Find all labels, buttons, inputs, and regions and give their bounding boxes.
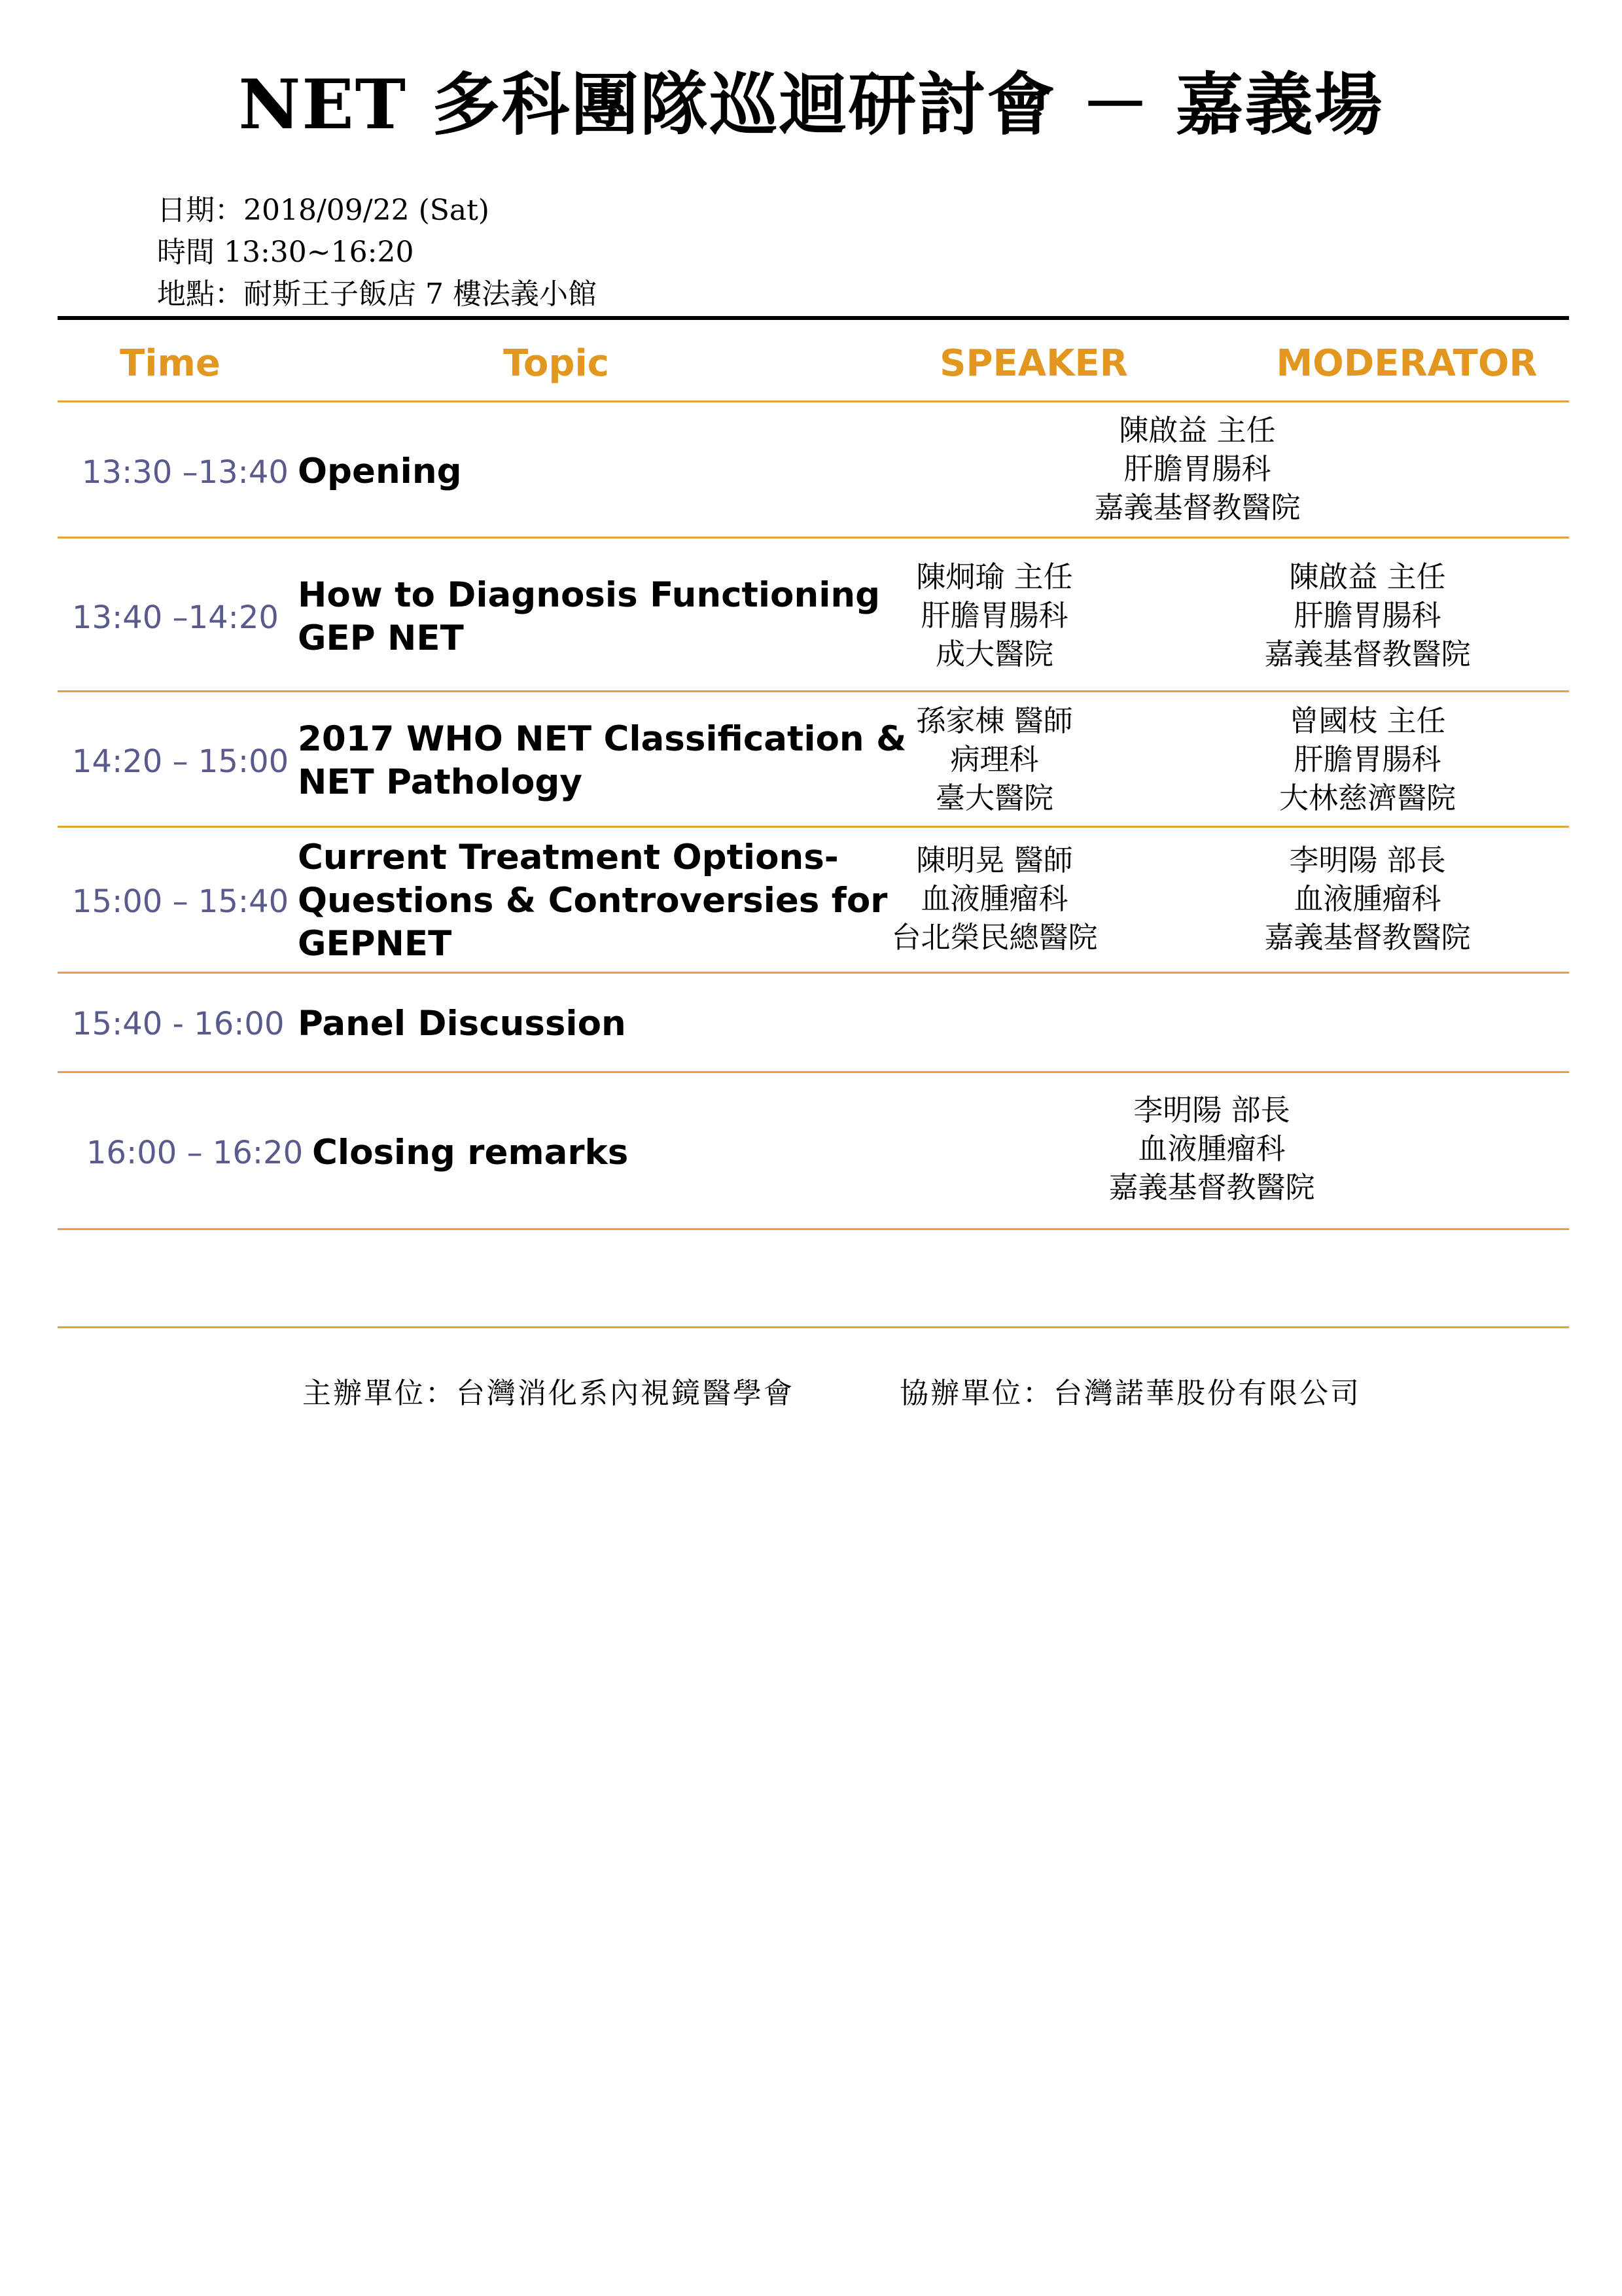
row-topic	[298, 574, 887, 660]
row-divider	[58, 972, 1569, 974]
topic-line: 2017 WHO NET Classification &	[298, 719, 907, 759]
event-date: 日期：2018/09/22 (Sat)	[157, 194, 489, 227]
speaker-department: 血液腫瘤科	[921, 881, 1068, 916]
row-topic	[298, 836, 887, 966]
row-topic	[298, 718, 907, 804]
topic-line: GEPNET	[298, 924, 452, 964]
moderator-hospital: 嘉義基督教醫院	[1264, 637, 1471, 671]
speaker-name: 陳明晃 醫師	[916, 843, 1073, 877]
moderator-department: 肝膽胃腸科	[1294, 598, 1441, 633]
speaker-hospital: 台北榮民總醫院	[891, 920, 1098, 955]
co-organizer: 協辦單位：台灣諾華股份有限公司	[900, 1377, 1361, 1410]
row-speaker	[824, 841, 1165, 957]
top-divider	[58, 316, 1569, 320]
row-topic	[312, 1131, 901, 1174]
speaker-hospital: 臺大醫院	[935, 781, 1053, 815]
row-time: 15:40 - 16:00	[72, 1006, 285, 1042]
moderator-name: 李明陽 部長	[1289, 843, 1446, 877]
row-divider	[58, 1071, 1569, 1073]
header-time: Time	[120, 342, 220, 385]
topic-line: GEP NET	[298, 618, 464, 658]
row-host	[1027, 411, 1367, 527]
page-title: NET 多科團隊巡迴研討會 － 嘉義場	[238, 64, 1384, 145]
topic-line: Current Treatment Options-	[298, 838, 839, 877]
speaker-name: 孫家棟 醫師	[916, 703, 1073, 738]
speaker-department: 肝膽胃腸科	[921, 598, 1068, 633]
row-divider	[58, 826, 1569, 828]
row-divider	[58, 690, 1569, 692]
row-moderator	[1197, 701, 1538, 817]
header-divider	[58, 400, 1569, 402]
topic-line: Closing remarks	[312, 1133, 629, 1173]
moderator-department: 血液腫瘤科	[1294, 881, 1441, 916]
header-speaker: SPEAKER	[940, 342, 1128, 385]
bottom-divider	[58, 1326, 1569, 1328]
moderator-name: 陳啟益 主任	[1289, 559, 1446, 594]
host-hospital: 嘉義基督教醫院	[1108, 1170, 1315, 1205]
topic-line: Opening	[298, 451, 462, 491]
row-time: 13:40 –14:20	[72, 599, 279, 636]
moderator-hospital: 嘉義基督教醫院	[1264, 920, 1471, 955]
row-time: 15:00 – 15:40	[72, 883, 289, 920]
organizer: 主辦單位：台灣消化系內視鏡醫學會	[302, 1377, 794, 1410]
moderator-department: 肝膽胃腸科	[1294, 742, 1441, 777]
row-divider	[58, 1228, 1569, 1230]
row-time: 16:00 – 16:20	[86, 1135, 304, 1171]
host-department: 血液腫瘤科	[1138, 1131, 1286, 1166]
row-topic	[298, 1002, 887, 1046]
topic-line: How to Diagnosis Functioning	[298, 575, 881, 615]
event-time: 時間 13:30~16:20	[157, 236, 414, 269]
topic-line: NET Pathology	[298, 762, 582, 802]
row-divider	[58, 537, 1569, 539]
host-name: 李明陽 部長	[1133, 1093, 1290, 1127]
topic-line: Questions & Controversies for	[298, 881, 888, 921]
host-hospital: 嘉義基督教醫院	[1094, 490, 1301, 525]
speaker-name: 陳炯瑜 主任	[916, 559, 1073, 594]
row-time: 14:20 – 15:00	[72, 743, 289, 780]
host-name: 陳啟益 主任	[1119, 413, 1276, 448]
row-time: 13:30 –13:40	[82, 454, 289, 491]
header-topic: Topic	[503, 342, 609, 385]
row-host	[1042, 1091, 1382, 1207]
host-department: 肝膽胃腸科	[1123, 451, 1271, 486]
speaker-hospital: 成大醫院	[935, 637, 1053, 671]
row-moderator	[1197, 557, 1538, 673]
row-speaker	[824, 701, 1165, 817]
topic-line: Panel Discussion	[298, 1004, 626, 1044]
row-moderator	[1197, 841, 1538, 957]
moderator-hospital: 大林慈濟醫院	[1278, 781, 1456, 815]
row-speaker	[824, 557, 1165, 673]
moderator-name: 曾國枝 主任	[1289, 703, 1446, 738]
row-topic	[298, 450, 887, 493]
header-moderator: MODERATOR	[1276, 342, 1538, 385]
event-venue: 地點：耐斯王子飯店 7 樓法義小館	[157, 277, 597, 311]
speaker-department: 病理科	[950, 742, 1039, 777]
